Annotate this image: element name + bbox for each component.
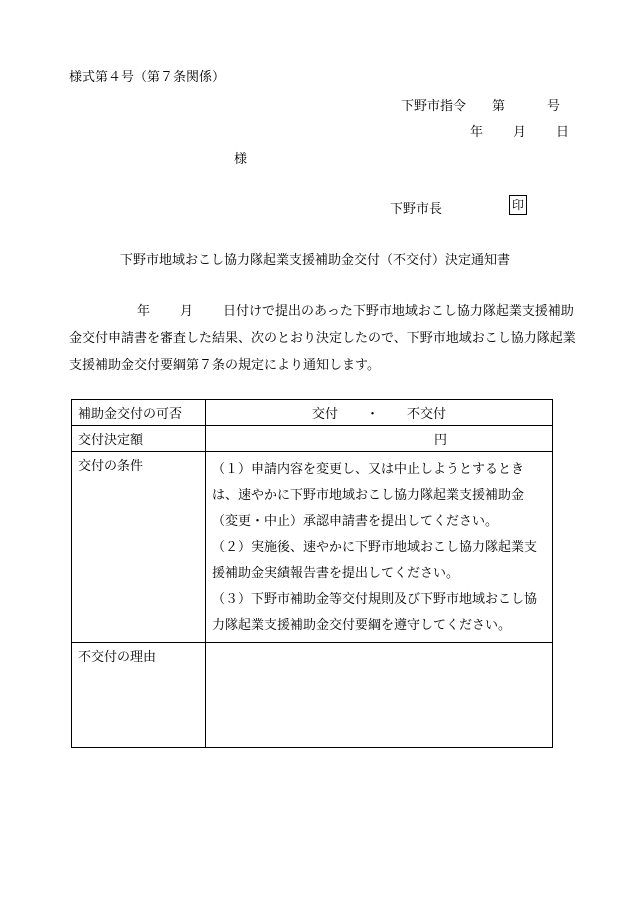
body-text-main: 日付けで提出のあった下野市地域おこし協力隊起業支援補助金交付申請書を審査した結果、次のとおり決定したので、下野市地域おこし協力隊起業支援補助金交付要綱第７条の規定により通知します。 — [69, 304, 576, 373]
date-month: 月 — [513, 125, 527, 140]
conditions-label: 交付の条件 — [72, 452, 206, 643]
amount-value-cell — [206, 426, 553, 452]
recipient-honorific: 様 — [234, 152, 248, 167]
document-title: 下野市地域おこし協力隊起業支援補助金交付（不交付）決定通知書 — [119, 253, 510, 268]
body-date-month: 月 — [180, 304, 194, 319]
option-separator: ・ — [365, 407, 379, 422]
order-number-line — [401, 95, 560, 114]
reason-label: 不交付の理由 — [72, 643, 206, 748]
condition-item-2: （２）実施後、速やかに下野市地域おこし協力隊起業支援補助金実績報告書を提出してください。 — [212, 540, 538, 581]
date-day: 日 — [556, 125, 570, 140]
form-number: 様式第４号（第７条関係） — [69, 70, 226, 85]
body-date-year: 年 — [137, 304, 151, 319]
decision-label: 補助金交付の可否 — [72, 400, 206, 426]
option-grant: 交付 — [311, 407, 338, 422]
table-row-conditions — [72, 452, 553, 643]
order-no-suffix: 号 — [547, 99, 561, 114]
decision-options — [206, 400, 553, 426]
option-deny: 不交付 — [407, 407, 447, 422]
order-no-prefix: 第 — [492, 99, 506, 114]
issue-date-line — [470, 121, 569, 140]
order-label: 下野市指令 — [401, 99, 467, 114]
reason-value-cell — [206, 643, 553, 748]
table-row-amount — [72, 426, 553, 452]
table-row-reason — [72, 643, 553, 748]
date-year: 年 — [470, 125, 484, 140]
seal-stamp-box: 印 — [509, 195, 527, 215]
condition-item-1: （１）申請内容を変更し、又は中止しようとするときは、速やかに下野市地域おこし協力隊起業支援補助金（変更・中止）承認申請書を提出してください。 — [212, 462, 525, 529]
decision-table — [71, 399, 553, 748]
body-paragraph — [69, 298, 584, 379]
amount-unit: 円 — [433, 433, 447, 448]
amount-label: 交付決定額 — [72, 426, 206, 452]
conditions-cell — [206, 452, 553, 643]
condition-item-3: （３）下野市補助金等交付規則及び下野市地域おこし協力隊起業支援補助金交付要綱を遵守してください。 — [212, 592, 538, 633]
sender-name: 下野市長 — [390, 202, 443, 217]
table-row-decision — [72, 400, 553, 426]
